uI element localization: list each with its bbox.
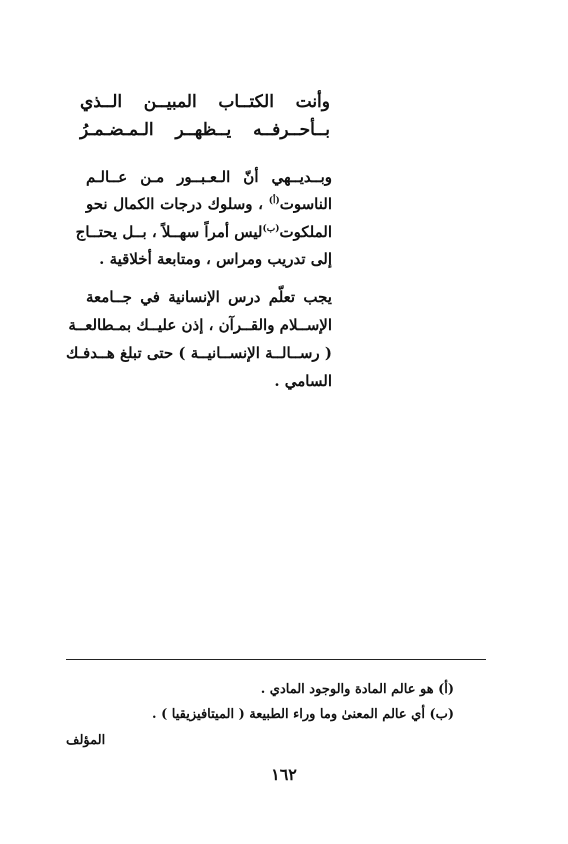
- footnote-ref-a: (أ): [268, 196, 280, 206]
- footnote-b: (ب) أي عالم المعنىٰ وما وراء الطبيعة ( الميتافيزيقيا ) .: [152, 707, 454, 722]
- paragraph-2-line-4: السامي .: [274, 372, 332, 390]
- poem-line-1: وأنت الكتــاب المبيــن الــذي: [80, 92, 330, 112]
- page-number: ١٦٢: [271, 765, 297, 784]
- paragraph-2-line-3: ( رســالــة الإنســانيــة ) حتى تبلغ هــدفـك: [65, 344, 332, 362]
- word-malakut: الملكوت: [279, 223, 332, 241]
- paragraph-2-line-2: الإســلام والقــرآن ، إذن عليــك بمـطالعــة: [68, 316, 332, 334]
- footnote-a: (أ) هو عالم المادة والوجود المادي .: [260, 682, 454, 697]
- line-2-rest: ، وسلوك درجات الكمال نحو: [86, 195, 269, 213]
- paragraph-1-line-3: [75, 223, 332, 241]
- footnote-divider: [66, 659, 486, 660]
- paragraph-1-line-2: [86, 195, 332, 213]
- paragraph-1-line-4: إلى تدريب ومراس ، ومتابعة أخلاقية .: [99, 250, 332, 268]
- poem-line-2: بــأحــرفــه يــظهــر الـمـضـمـرُ: [80, 120, 330, 140]
- word-nasut: الناسوت: [279, 195, 332, 213]
- line-3-rest: ليس أمراً سهــلاً ، بــل يحتــاج: [75, 223, 263, 241]
- footnote-author: المؤلف: [66, 733, 106, 748]
- paragraph-1-line-1: وبــديــهي أنّ الـعـبــور مـن عــالـم: [86, 168, 332, 186]
- footnote-ref-b: (ب): [262, 224, 280, 234]
- paragraph-2-line-1: يجب تعلّم درس الإنسانية في جــامعة: [86, 288, 332, 306]
